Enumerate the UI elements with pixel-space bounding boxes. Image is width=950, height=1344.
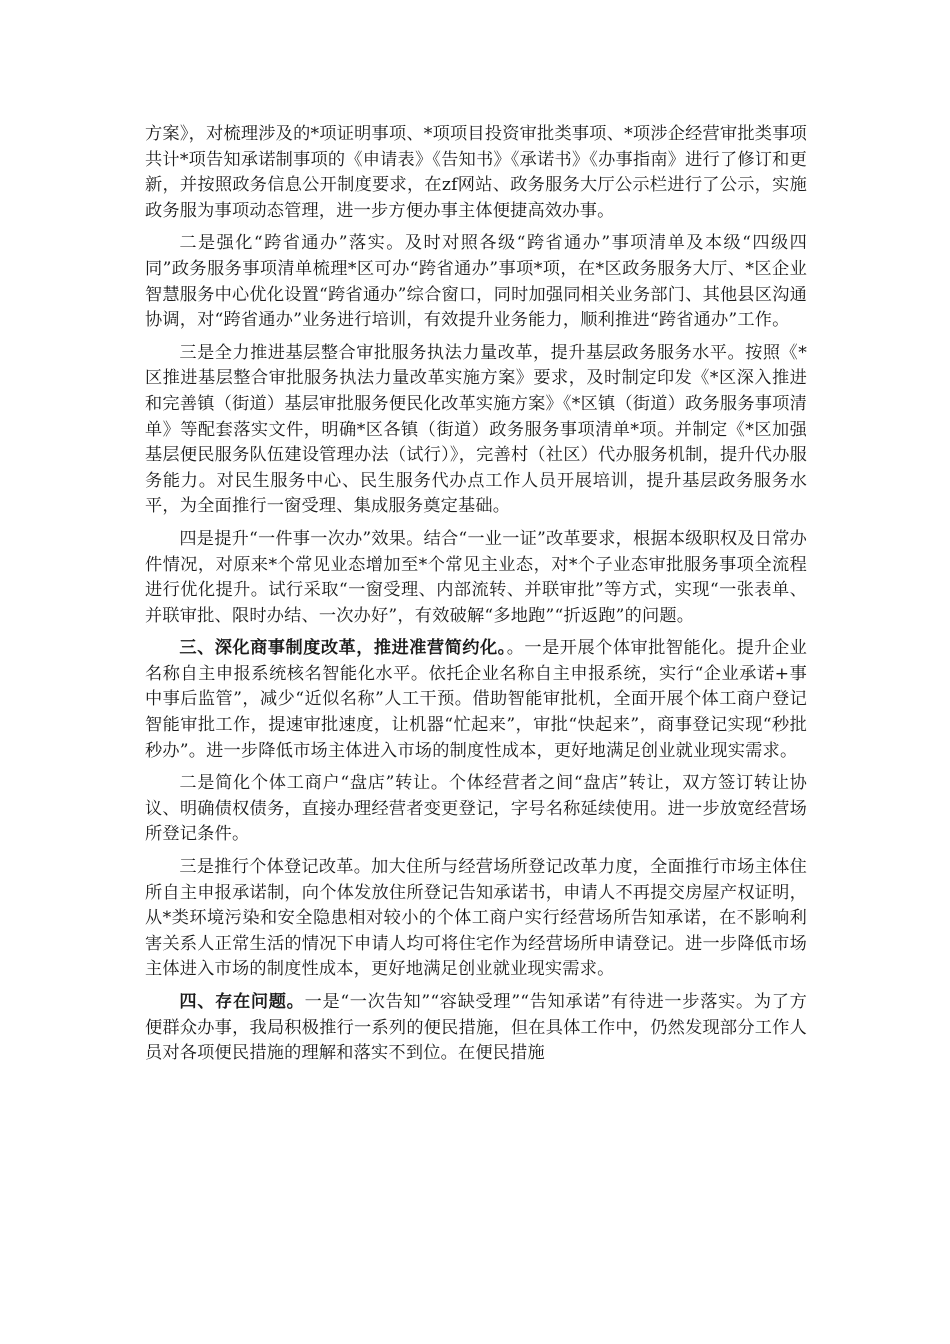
paragraph-2 <box>145 231 807 333</box>
paragraph-text: 二是强化“跨省通办”落实。及时对照各级“跨省通办”事项清单及本级“四级四同”政务服务事项清单梳理*区可办“跨省通办”事项*项，在*区政务服务大厅、*区企业智慧服务中心优化设置“跨省通办”综合窗口，同时加强同相关业务部门、其他县区沟通协调，对“跨省通办”业务进行培训，有效提升业务能力，顺利推进“跨省通办”工作。 <box>145 233 807 331</box>
paragraph-6 <box>145 771 807 848</box>
section-heading-4: 四、存在问题。 <box>179 992 305 1012</box>
document-page <box>145 122 807 1074</box>
paragraph-8 <box>145 990 807 1067</box>
paragraph-4 <box>145 527 807 629</box>
paragraph-3 <box>145 341 807 520</box>
section-heading-3: 三、深化商事制度改革，推进准营简约化。 <box>179 638 507 659</box>
paragraph-text: 。一是开展个体审批智能化。提升企业名称自主申报系统核名智能化水平。依托企业名称自主申报系统，实行“企业承诺+事中事后监管”，减少“近似名称”人工干预。借助智能审批机，全面开展个体工商户登记智能审批工作，提速审批速度，让机器“忙起来”，审批“快起来”，商事登记实现“秒批秒办”。进一步降低市场主体进入市场的制度性成本，更好地满足创业就业现实需求。 <box>145 638 808 761</box>
paragraph-text: 一是“一次告知”“容缺受理”“告知承诺”有待进一步落实。为了方便群众办事，我局积极推行一系列的便民措施，但在具体工作中，仍然发现部分工作人员对各项便民措施的理解和落实不到位。在便民措施 <box>145 992 807 1064</box>
paragraph-text: 二是简化个体工商户“盘店”转让。个体经营者之间“盘店”转让，双方签订转让协议、明确债权债务，直接办理经营者变更登记，字号名称延续使用。进一步放宽经营场所登记条件。 <box>145 773 807 845</box>
paragraph-text: 三是全力推进基层整合审批服务执法力量改革，提升基层政务服务水平。按照《*区推进基层整合审批服务执法力量改革实施方案》要求，及时制定印发《*区深入推进和完善镇（街道）基层审批服务便民化改革实施方案》《*区镇（街道）政务服务事项清单》等配套落实文件，明确*区各镇（街道）政务服务事项清单*项。并制定《*区加强基层便民服务队伍建设管理办法（试行）》，完善村（社区）代办服务机制，提升代办服务能力。对民生服务中心、民生服务代办点工作人员开展培训，提升基层政务服务水平，为全面推行一窗受理、集成服务奠定基础。 <box>145 342 807 517</box>
paragraph-text: 四是提升“一件事一次办”效果。结合“一业一证”改革要求，根据本级职权及日常办件情况，对原来*个常见业态增加至*个常见主业态，对*个子业态审批服务事项全流程进行优化提升。试行采取“一窗受理、内部流转、并联审批”等方式，实现“一张表单、并联审批、限时办结、一次办好”，有效破解“多地跑”“折返跑”的问题。 <box>145 528 807 626</box>
paragraph-1 <box>145 122 807 224</box>
paragraph-text: 三是推行个体登记改革。加大住所与经营场所登记改革力度，全面推行市场主体住所自主申报承诺制，向个体发放住所登记告知承诺书，申请人不再提交房屋产权证明，从*类环境污染和安全隐患相对较小的个体工商户实行经营场所告知承诺，在不影响利害关系人正常生活的情况下申请人均可将住宅作为经营场所申请登记。进一步降低市场主体进入市场的制度性成本，更好地满足创业就业现实需求。 <box>145 857 807 980</box>
paragraph-5 <box>145 636 807 764</box>
paragraph-7 <box>145 855 807 983</box>
paragraph-text: 方案》，对梳理涉及的*项证明事项、*项项目投资审批类事项、*项涉企经营审批类事项共计*项告知承诺制事项的《申请表》《告知书》《承诺书》《办事指南》进行了修订和更新，并按照政务信息公开制度要求，在zf网站、政务服务大厅公示栏进行了公示，实施政务服为事项动态管理，进一步方便办事主体便捷高效办事。 <box>145 124 807 221</box>
